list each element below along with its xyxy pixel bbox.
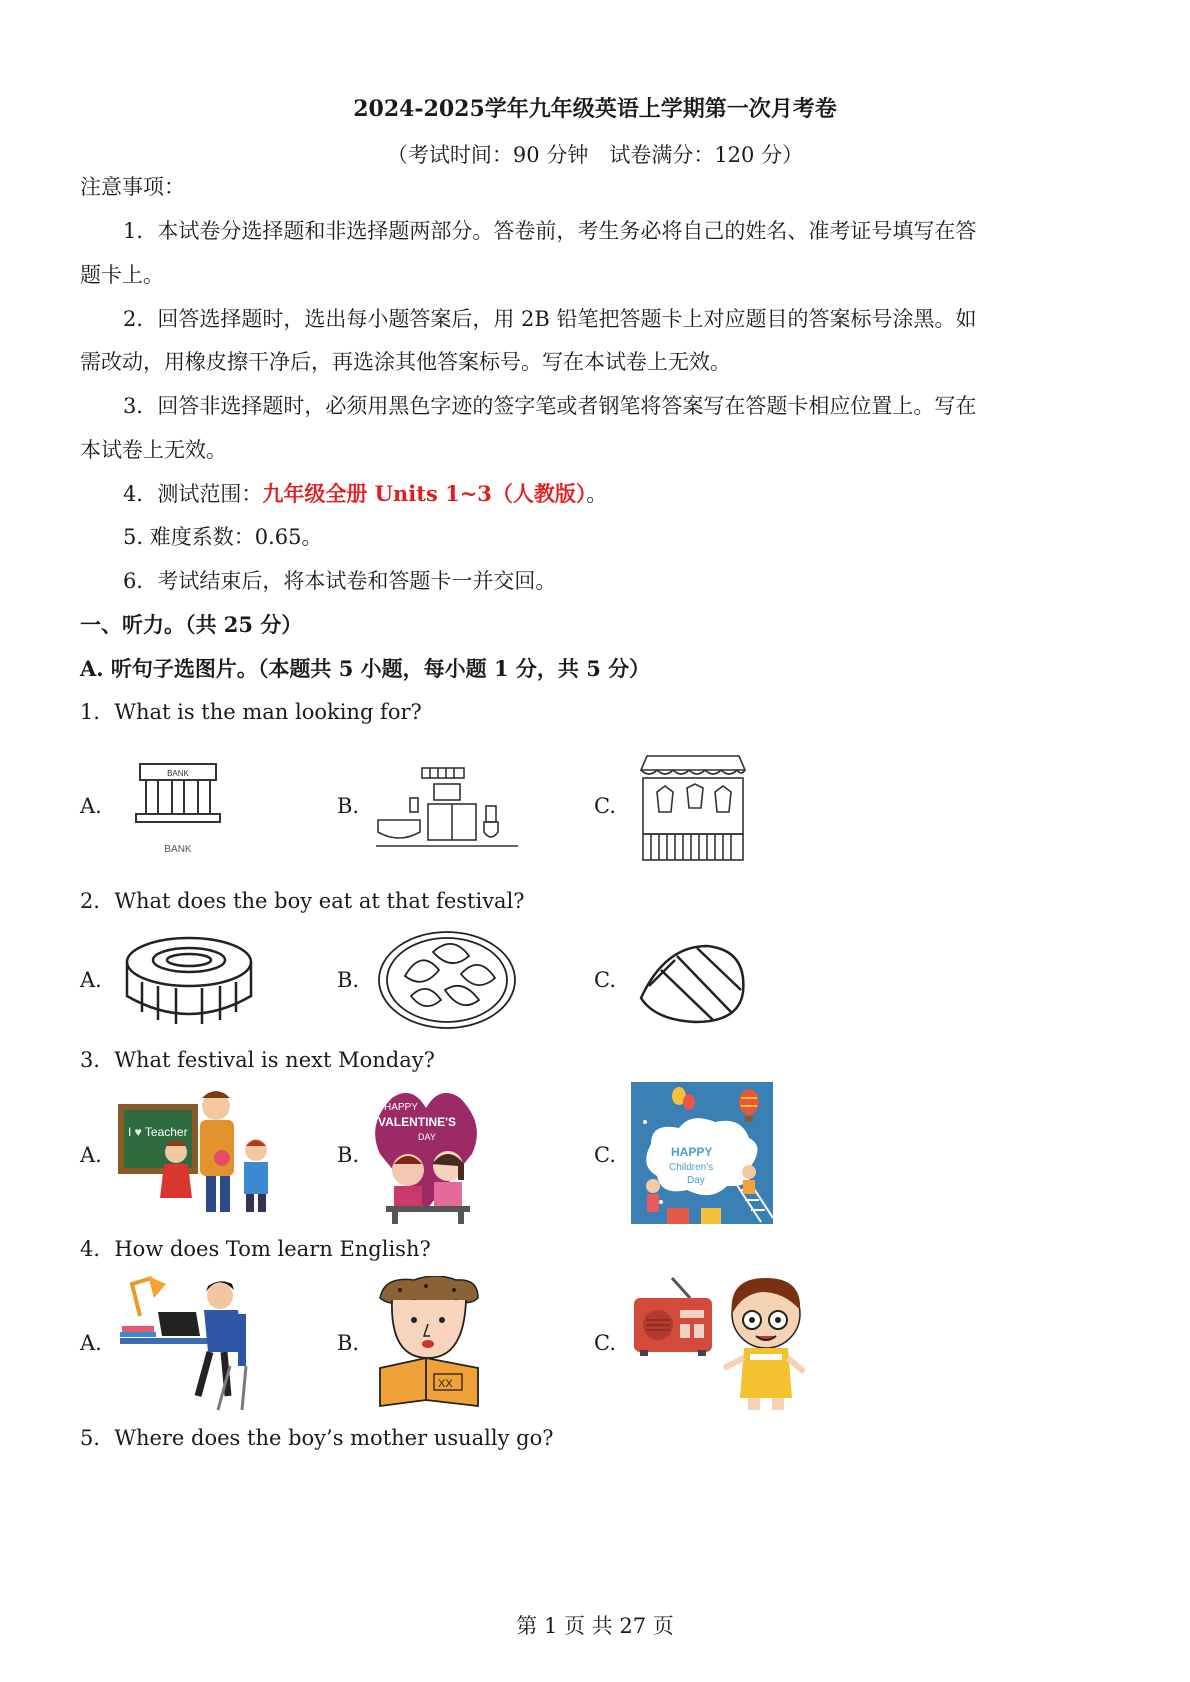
note-6: 6．考试结束后，将本试卷和答题卡一并交回。 [123,569,557,593]
childrens-day-happy-text: HAPPY [671,1145,713,1159]
question-1: 1．What is the man looking for? [80,700,422,724]
q1-option-c[interactable]: C. [594,794,616,818]
bathroom-picture [372,762,522,852]
q2-option-b[interactable]: B. [337,968,360,992]
computer-study-picture [118,1274,250,1412]
clothes-shop-picture [637,752,749,864]
question-3: 3．What festival is next Monday? [80,1048,435,1072]
note-3-line-1: 3．回答非选择题时，必须用黑色字迹的签字笔或者钢笔将答案写在答题卡相应位置上。写在 [123,394,977,418]
valentine-happy-text: HAPPY [384,1102,418,1113]
valentine-day-text: DAY [418,1132,436,1142]
q4-option-b[interactable]: B. [337,1331,360,1355]
q3-option-b[interactable]: B. [337,1143,360,1167]
zongzi-picture [635,940,747,1026]
q2-option-c[interactable]: C. [594,968,616,992]
radio-boy-picture [632,1274,808,1414]
teachers-day-picture [116,1088,276,1220]
bank-caption: BANK [164,844,192,855]
section-1-heading: 一、听力。（共 25 分） [80,612,303,637]
valentines-day-picture [372,1084,480,1226]
question-2: 2．What does the boy eat at that festival? [80,889,525,913]
childrens-day-day-text: Day [687,1175,705,1186]
dumplings-picture [375,928,520,1032]
q4-option-c[interactable]: C. [594,1331,616,1355]
note-2-line-2: 需改动，用橡皮擦干净后，再选涂其他答案标号。写在本试卷上无效。 [80,350,731,374]
valentine-title-text: VALENTINE'S [378,1115,456,1129]
childrens-day-picture [631,1082,773,1224]
bank-sign-text: BANK [167,769,189,778]
note-1-line-2: 题卡上。 [80,263,164,287]
exam-title: 2024-2025学年九年级英语上学期第一次月考卷 [353,96,837,122]
note-2-line-1: 2．回答选择题时，选出每小题答案后，用 2B 铅笔把答题卡上对应题目的答案标号涂黑。如 [123,307,977,331]
q3-option-c[interactable]: C. [594,1143,616,1167]
note-4 [123,479,607,509]
book-cover-text: XX [438,1378,453,1390]
mooncake-picture [122,932,257,1032]
test-range: 九年级全册 Units 1~3（人教版） [262,481,587,506]
note-3-line-2: 本试卷上无效。 [80,438,227,462]
exam-subtitle: （考试时间：90 分钟 试卷满分：120 分） [386,143,804,167]
bank-picture [128,752,228,862]
note-5: 5. 难度系数：0.65。 [123,525,323,549]
note-1-line-1: 1．本试卷分选择题和非选择题两部分。答卷前，考生务必将自己的姓名、准考证号填写在答 [123,219,977,243]
page-footer: 第 1 页 共 27 页 [516,1614,674,1638]
notes-heading: 注意事项： [80,175,185,199]
childrens-day-title-text: Children's [669,1162,714,1173]
part-a-heading: A. 听句子选图片。（本题共 5 小题，每小题 1 分，共 5 分） [80,656,651,681]
note-4-prefix: 4．测试范围： [123,482,263,506]
question-4: 4．How does Tom learn English? [80,1237,431,1261]
q2-option-a[interactable]: A. [80,968,102,992]
question-5: 5．Where does the boy’s mother usually go? [80,1426,554,1450]
q1-option-a[interactable]: A. [80,794,102,818]
chalkboard-text: I ♥ Teacher [128,1125,188,1139]
q3-option-a[interactable]: A. [80,1143,102,1167]
q4-option-a[interactable]: A. [80,1331,102,1355]
reading-book-picture [374,1276,484,1412]
q1-option-b[interactable]: B. [337,794,360,818]
note-4-suffix: 。 [586,482,608,506]
